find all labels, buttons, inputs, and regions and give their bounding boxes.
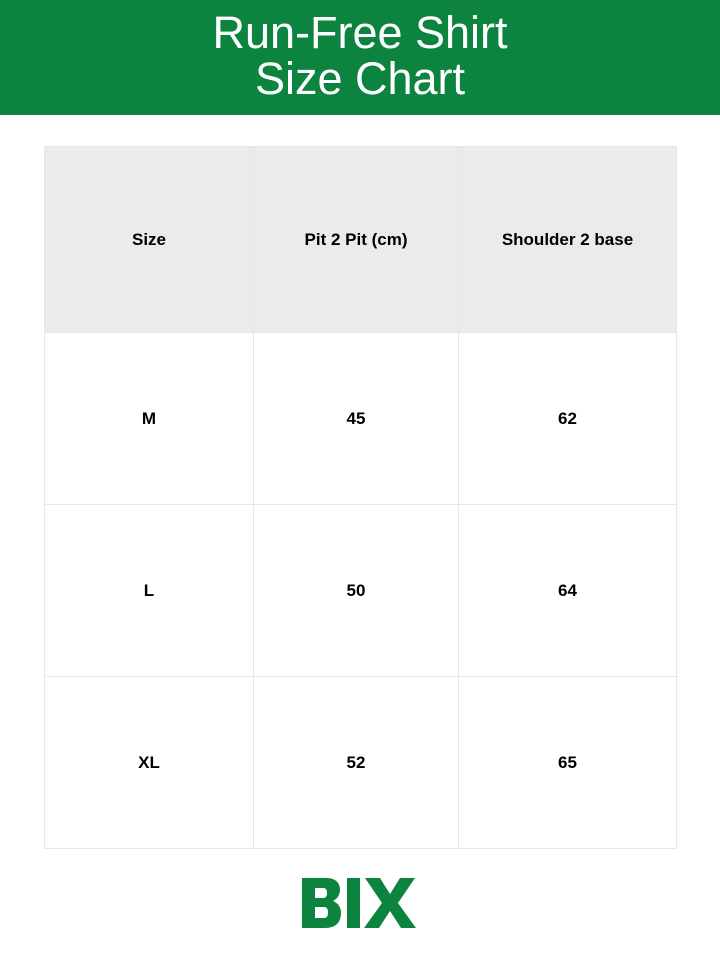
column-header-shoulder-to-base: Shoulder 2 base xyxy=(459,147,677,333)
column-header-size: Size xyxy=(45,147,254,333)
header-banner xyxy=(0,0,720,115)
cell-shoulder-to-base: 64 xyxy=(459,505,677,677)
table-row xyxy=(45,505,677,677)
cell-shoulder-to-base: 65 xyxy=(459,677,677,849)
cell-pit-to-pit: 52 xyxy=(254,677,459,849)
cell-pit-to-pit: 50 xyxy=(254,505,459,677)
cell-shoulder-to-base: 62 xyxy=(459,333,677,505)
cell-size: XL xyxy=(45,677,254,849)
cell-size: L xyxy=(45,505,254,677)
column-header-pit-to-pit: Pit 2 Pit (cm) xyxy=(254,147,459,333)
page-title-line-1: Run-Free Shirt xyxy=(212,7,508,58)
cell-size: M xyxy=(45,333,254,505)
table-row xyxy=(45,677,677,849)
cell-pit-to-pit: 45 xyxy=(254,333,459,505)
page-title-line-2: Size Chart xyxy=(254,53,466,104)
table-row xyxy=(45,333,677,505)
size-chart-table xyxy=(44,146,677,849)
bix-logo xyxy=(300,876,420,930)
table-header-row xyxy=(45,147,677,333)
